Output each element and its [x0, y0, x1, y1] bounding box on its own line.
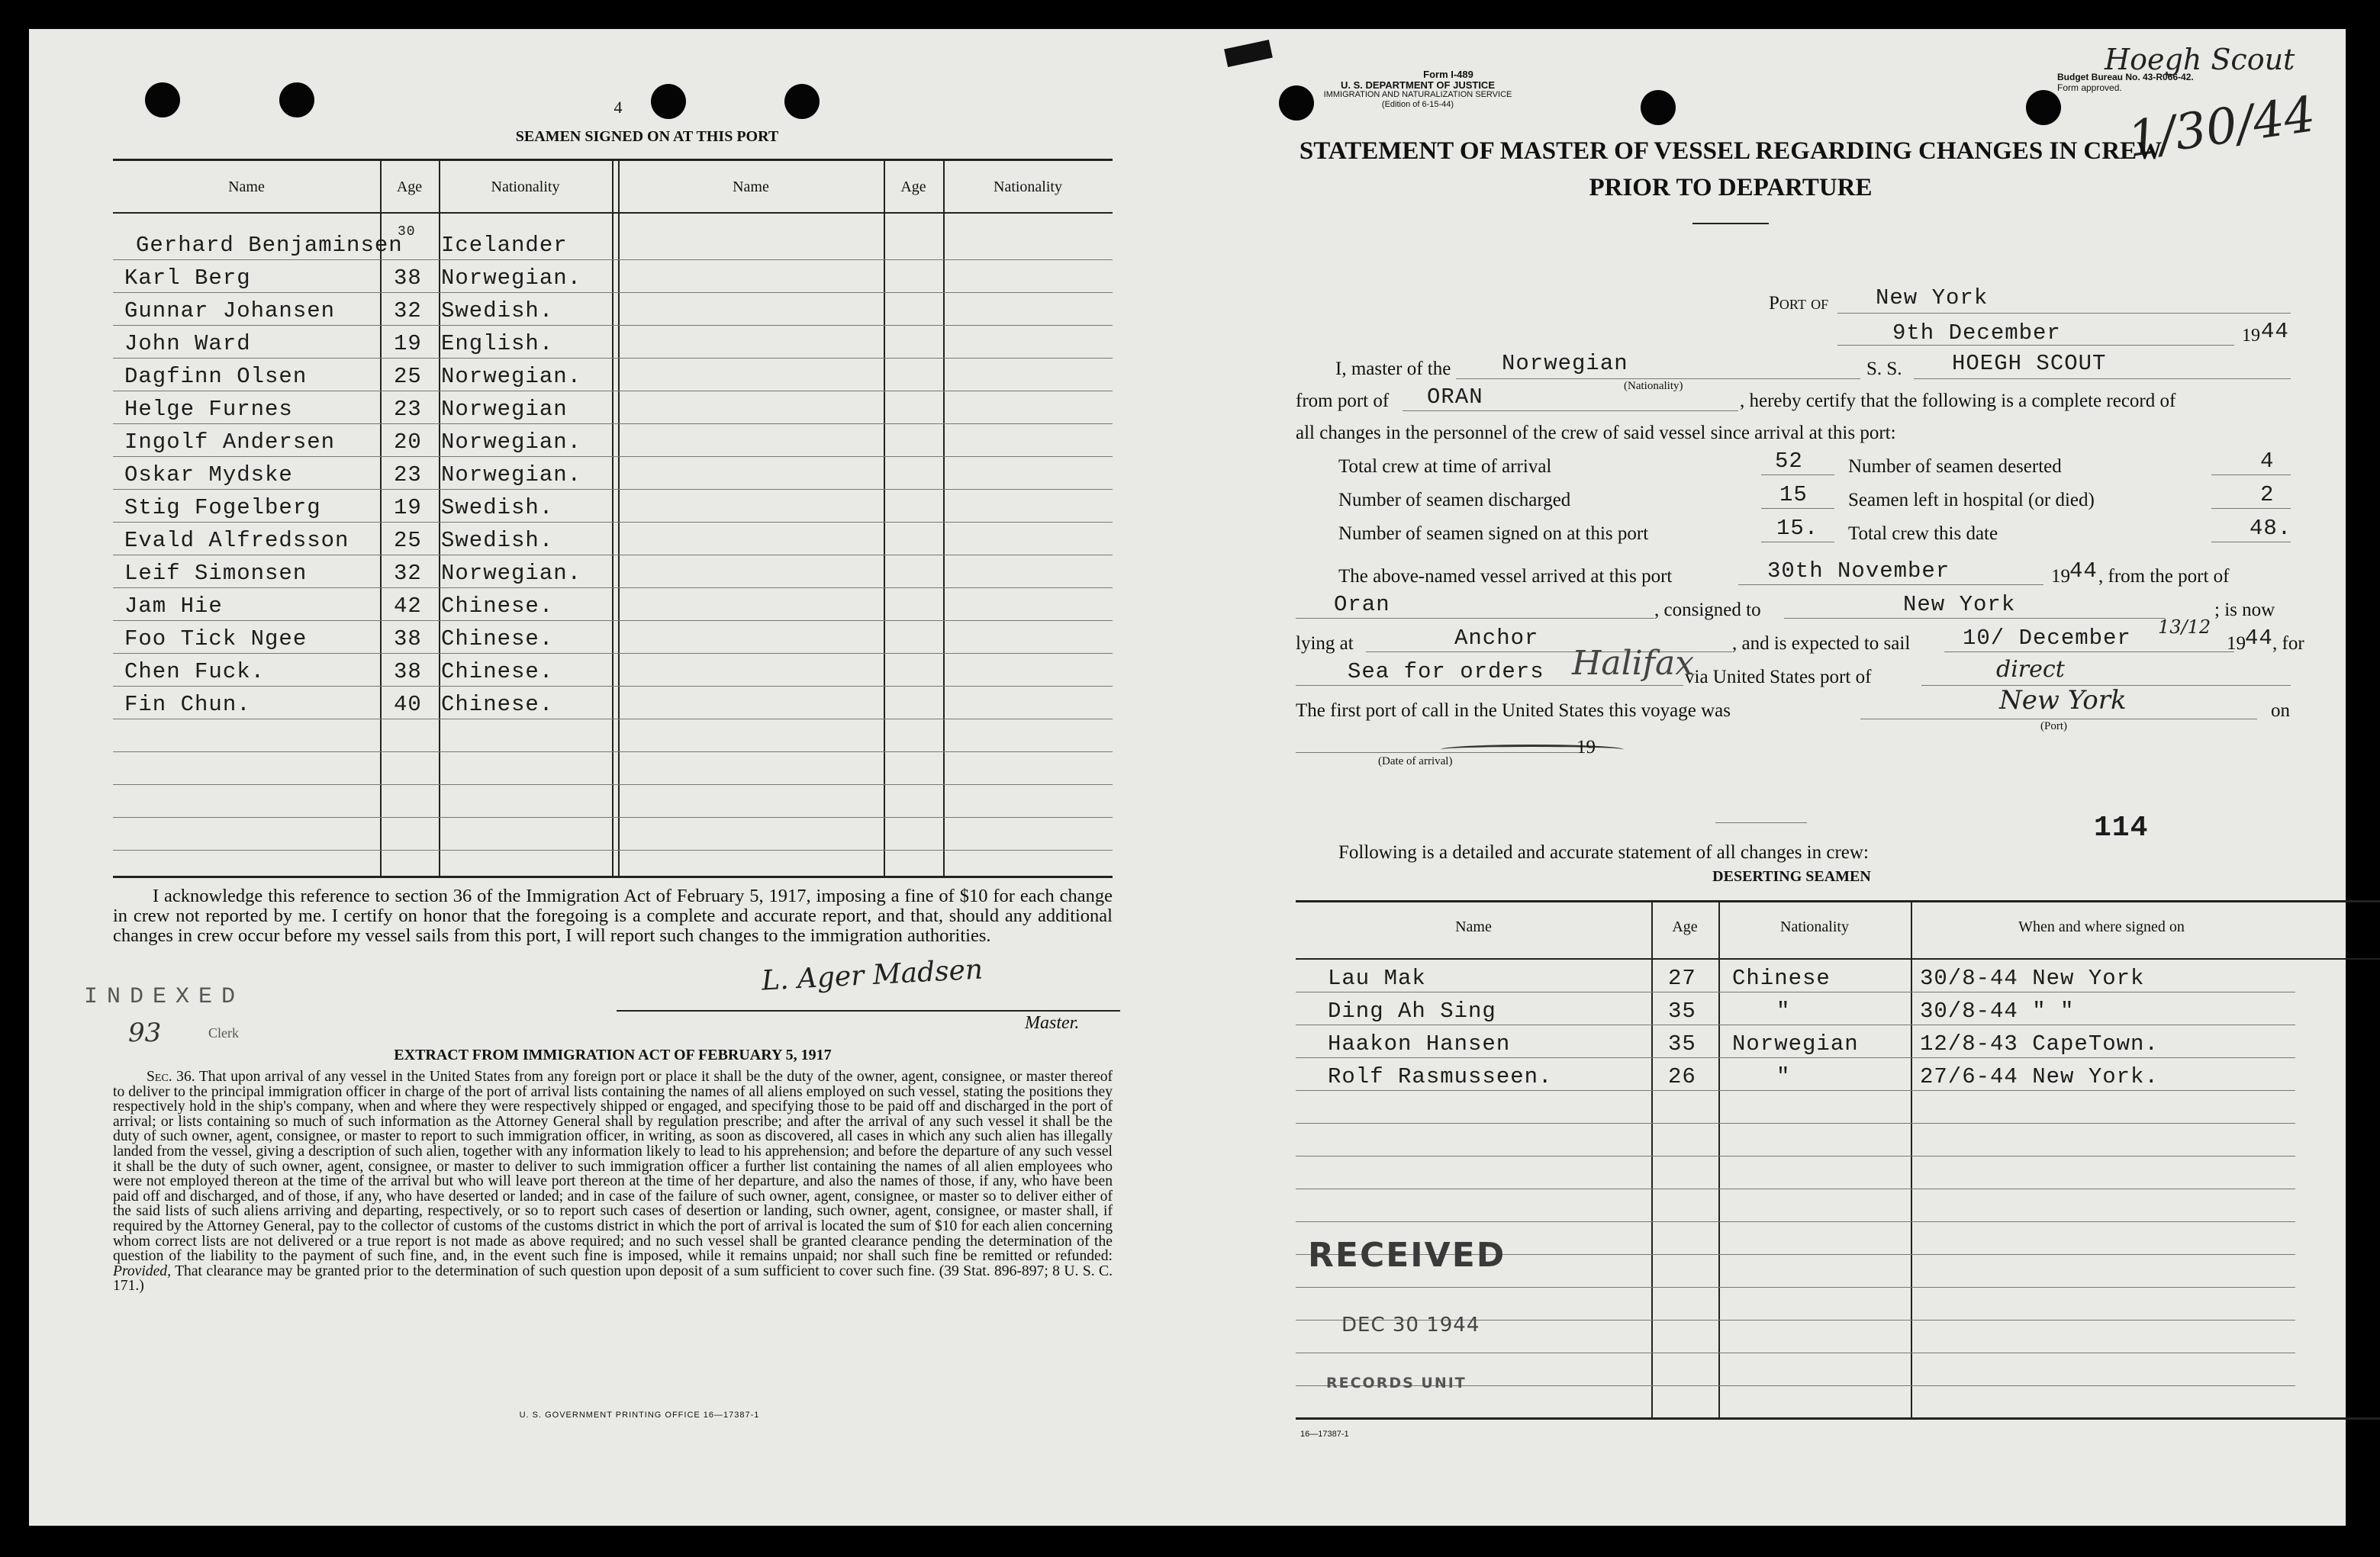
- deserter-signed: 30/8-44 New York: [1920, 966, 2145, 991]
- acknowledgement-text: I acknowledge this reference to section 36 of the Immigration Act of February 5, 1917, imposing a fine of $10 for each change in crew not reported by me. I certify on honor that the foregoing is a complete and accurate report, and that, should any additional changes in crew occur before my vessel sails from this port, I will report such changes to the immigration authorities.: [113, 886, 1113, 946]
- received-stamp-text: RECEIVED: [1308, 1236, 1506, 1275]
- seaman-age: 30: [398, 224, 416, 240]
- seaman-age: 19: [394, 495, 422, 520]
- extract-body: [113, 1070, 1113, 1294]
- seaman-name: Dagfinn Olsen: [124, 364, 308, 389]
- deserted-label: Number of seamen deserted: [1848, 456, 2062, 477]
- deserter-age: 35: [1668, 999, 1696, 1024]
- desert-row-line: [1296, 1123, 2295, 1124]
- seamen-signed-title: SEAMEN SIGNED ON AT THIS PORT: [515, 128, 779, 145]
- indexed-stamp: INDEXED: [84, 984, 245, 1010]
- arrived-label: The above-named vessel arrived at this port: [1338, 566, 1673, 587]
- deserter-age: 35: [1668, 1031, 1696, 1057]
- deserted-line: [2211, 474, 2291, 475]
- desert-col-divider: [1718, 900, 1720, 1417]
- deserter-signed: 27/6-44 New York.: [1920, 1064, 2159, 1089]
- punch-hole: [2026, 90, 2061, 125]
- table-row-line: [113, 456, 1113, 457]
- table-bottom-rule: [113, 876, 1113, 878]
- clerk-number: 93: [128, 1018, 162, 1048]
- col-header-name: Name: [228, 179, 265, 195]
- seaman-age: 38: [394, 659, 422, 684]
- ship-line: [1914, 378, 2291, 379]
- arrived-date: 30th November: [1767, 558, 1950, 584]
- seaman-name: Ingolf Andersen: [124, 429, 336, 455]
- extract-tail: That clearance may be granted prior to the determination of such question upon deposit of a sum sufficient to cover such fine. (39 Stat. 896-897; 8 U. S. C. 171.): [113, 1263, 1113, 1295]
- sec-label: Sec. 36.: [147, 1069, 195, 1085]
- desert-row-line: [1296, 1090, 2295, 1091]
- first-port-value: New York: [1999, 685, 2127, 716]
- seaman-name: John Ward: [124, 331, 251, 356]
- table-row-line: [113, 653, 1113, 654]
- port-of-line: [1837, 313, 2291, 314]
- table-row-line: [113, 587, 1113, 588]
- seaman-nationality: Norwegian.: [441, 462, 582, 487]
- edition: (Edition of 6-15-44): [1381, 100, 1454, 109]
- total-crew-value: 52: [1775, 449, 1803, 474]
- desert-header-rule: [1296, 958, 2380, 960]
- deserter-nationality: Norwegian: [1732, 1031, 1859, 1057]
- consigned-to: New York: [1903, 592, 2016, 617]
- expected-label: , and is expected to sail: [1732, 633, 1911, 654]
- seaman-name: Evald Alfredsson: [124, 528, 349, 553]
- col-divider: [612, 159, 614, 876]
- consigned-label: , consigned to: [1654, 600, 1761, 620]
- service: IMMIGRATION AND NATURALIZATION SERVICE: [1323, 90, 1512, 99]
- discharged-label: Number of seamen discharged: [1338, 490, 1571, 510]
- seaman-nationality: Icelander: [441, 233, 568, 258]
- all-changes-text: all changes in the personnel of the crew of said vessel since arrival at this port:: [1296, 423, 1896, 443]
- seaman-nationality: Norwegian.: [441, 364, 582, 389]
- signed-on-value: 15.: [1776, 516, 1819, 541]
- seaman-age: 25: [394, 364, 422, 389]
- budget-bureau: Budget Bureau No. 43-R066-42.: [2057, 72, 2194, 82]
- col-divider: [943, 159, 945, 876]
- seaman-name: Foo Tick Ngee: [124, 626, 308, 651]
- deserter-nationality: Chinese: [1732, 966, 1831, 991]
- consigned-line: [1784, 618, 2166, 619]
- total-today-label: Total crew this date: [1848, 523, 1998, 544]
- arrived-from: Oran: [1334, 592, 1390, 617]
- desert-col-divider: [1651, 900, 1653, 1417]
- desert-row-line: [1296, 1057, 2295, 1058]
- desert-col-divider: [1911, 900, 1912, 1417]
- following-text: Following is a detailed and accurate statement of all changes in crew:: [1338, 842, 1869, 863]
- table-row-line: [113, 850, 1113, 851]
- port-of-label: Port of: [1769, 293, 1829, 314]
- department: U. S. DEPARTMENT OF JUSTICE: [1341, 79, 1495, 91]
- port-of-value: New York: [1876, 285, 1989, 310]
- clerk-label: Clerk: [208, 1025, 239, 1041]
- deserter-name: Rolf Rasmusseen.: [1328, 1064, 1553, 1089]
- master-signature: L. Ager Madsen: [761, 954, 984, 997]
- total-today-value: 48.: [2250, 516, 2292, 541]
- date-caption: (Date of arrival): [1378, 755, 1453, 767]
- deserter-signed: 30/8-44 " ": [1920, 999, 2075, 1024]
- from-port-line: [1403, 410, 1738, 411]
- seaman-age: 25: [394, 528, 422, 553]
- date-line: [1837, 345, 2234, 346]
- discharged-value: 15: [1779, 482, 1808, 507]
- signed-on-label: Number of seamen signed on at this port: [1338, 523, 1649, 544]
- sail-date-line: [1944, 651, 2234, 652]
- discharged-line: [1761, 508, 1834, 509]
- desert-row-line: [1296, 1221, 2295, 1222]
- lying-label: lying at: [1296, 633, 1354, 654]
- port-caption: (Port): [2040, 720, 2067, 732]
- via-port: direct: [1996, 656, 2065, 683]
- table-row-line: [113, 423, 1113, 424]
- sail-date: 10/ December: [1963, 626, 2131, 651]
- mark-line: [1715, 822, 1807, 823]
- nationality-caption: (Nationality): [1624, 380, 1683, 392]
- total-crew-line: [1761, 474, 1834, 475]
- table-row-line: [113, 784, 1113, 785]
- desert-header-signed: When and where signed on: [2018, 918, 2185, 935]
- total-crew-label: Total crew at time of arrival: [1338, 456, 1552, 477]
- deserter-age: 26: [1668, 1064, 1696, 1089]
- sail-year: 44: [2245, 626, 2273, 651]
- seaman-name: Fin Chun.: [124, 692, 251, 717]
- ss-label: S. S.: [1866, 359, 1902, 379]
- received-stamp-date: DEC 30 1944: [1341, 1314, 1480, 1337]
- nationality-value: Norwegian: [1502, 351, 1628, 376]
- corner-date: 1/30/44: [2124, 86, 2319, 169]
- seaman-nationality: Norwegian.: [441, 265, 582, 291]
- seaman-name: Jam Hie: [124, 594, 223, 619]
- statement-title-1: STATEMENT OF MASTER OF VESSEL REGARDING CHANGES IN CREW: [1299, 137, 2163, 165]
- col-header-age: Age: [396, 179, 423, 195]
- deserter-age: 27: [1668, 966, 1696, 991]
- seaman-nationality: Chinese.: [441, 659, 554, 684]
- col-divider: [380, 159, 382, 876]
- seaman-age: 32: [394, 561, 422, 586]
- seaman-nationality: Norwegian.: [441, 429, 582, 455]
- seaman-age: 38: [394, 626, 422, 651]
- title-underline: [1692, 223, 1769, 224]
- right-footer: 16—17387-1: [1300, 1430, 1349, 1439]
- col-divider: [884, 159, 885, 876]
- seaman-age: 38: [394, 265, 422, 291]
- seaman-age: 40: [394, 692, 422, 717]
- date-year: 44: [2261, 319, 2289, 344]
- date-year-prefix: 19: [2242, 326, 2260, 346]
- col-header-nationality-2: Nationality: [994, 179, 1062, 195]
- deserter-name: Haakon Hansen: [1328, 1031, 1511, 1057]
- hospital-line: [2211, 508, 2291, 509]
- seaman-nationality: English.: [441, 331, 554, 356]
- deserter-nationality: ": [1776, 999, 1791, 1024]
- seaman-nationality: Norwegian.: [441, 561, 582, 586]
- ship-name: HOEGH SCOUT: [1952, 351, 2107, 376]
- seaman-nationality: Chinese.: [441, 626, 554, 651]
- seaman-nationality: Chinese.: [441, 692, 554, 717]
- desert-header-name: Name: [1455, 918, 1492, 935]
- date-arrival-scribble: [1441, 745, 1624, 754]
- col-header-name-2: Name: [733, 179, 769, 195]
- punch-hole: [1641, 90, 1676, 125]
- table-row-line: [113, 259, 1113, 260]
- seaman-nationality: Norwegian: [441, 397, 568, 422]
- table-row-line: [113, 686, 1113, 687]
- seaman-name: Karl Berg: [124, 265, 251, 291]
- for-label: , for: [2272, 633, 2304, 654]
- left-footer: U. S. GOVERNMENT PRINTING OFFICE 16—17387-1: [519, 1411, 760, 1420]
- table-row-line: [113, 325, 1113, 326]
- seaman-name: Leif Simonsen: [124, 561, 308, 586]
- seaman-name: Gunnar Johansen: [124, 298, 336, 323]
- hospital-label: Seamen left in hospital (or died): [1848, 490, 2095, 510]
- arrived-year: 44: [2069, 558, 2098, 584]
- arrived-year-prefix: 19: [2051, 566, 2070, 587]
- table-row-line: [113, 292, 1113, 293]
- punch-hole: [145, 82, 180, 117]
- extract-main: That upon arrival of any vessel in the United States from any foreign port or place it shall be the duty of the owner, agent, consignee, or master thereof to deliver to the principal immigration officer in charge of the port of arrival lists containing the names of all aliens employed on such vessel, stating the positions they respectively hold in the ship's company, when and where they were respectively shipped or engaged, and specifying those to be paid off and discharged in the port of arrival; or lists containing so much of such information as the Attorney General shall by regulation prescribe; and after the arrival of any such vessel it shall be the duty of such owner, agent, consignee, or master to report to such immigration officer, in writing, as soon as discovered, all cases in which any such alien has illegally landed from the vessel, giving a description of such alien, together with any information likely to lead to his apprehension; and before the departure of any such vessel it shall be the duty of such owner, agent, consignee, or master to deliver to such immigration officer a further list containing the names of all alien employees who were not employed thereon at the time of the arrival but who will leave port thereon at the time of her departure, and also the names of those, if any, who have been paid off and discharged, and of those, if any, who have deserted or landed; and in case of the failure of such owner, agent, consignee, or master so to deliver either of the said lists of such aliens arriving and departing, respectively, or so to report such cases of desertion or landing, such owner, agent, consignee, or master shall, if required by the Attorney General, pay to the collector of customs of the customs district in which the port of arrival is located the sum of $10 for each alien concerning whom correct lists are not delivered or a true report is not made as above required; and no such vessel shall be granted clearance pending the determination of the question of the liability to the payment of such fine, and, in the event such fine is imposed, while it remains unpaid; nor shall such fine be remitted or refunded:: [113, 1069, 1113, 1265]
- seaman-name: Gerhard Benjaminsen: [136, 233, 403, 258]
- destination: Sea for orders: [1348, 659, 1544, 684]
- nationality-line: [1456, 378, 1860, 379]
- table-row-line: [113, 522, 1113, 523]
- first-port-label: The first port of call in the United States this voyage was: [1296, 700, 1731, 721]
- seaman-age: 23: [394, 462, 422, 487]
- from-the-port-label: , from the port of: [2098, 566, 2230, 587]
- col-divider: [439, 159, 440, 876]
- col-header-age-2: Age: [900, 179, 926, 195]
- seaman-age: 23: [394, 397, 422, 422]
- seaman-name: Oskar Mydske: [124, 462, 293, 487]
- deserted-value: 4: [2260, 449, 2275, 474]
- master-of-label: I, master of the: [1335, 359, 1451, 379]
- seaman-age: 19: [394, 331, 422, 356]
- date-value: 9th December: [1892, 320, 2061, 346]
- seaman-name: Stig Fogelberg: [124, 495, 321, 520]
- desert-header-age: Age: [1672, 918, 1698, 935]
- punch-hole: [279, 82, 314, 117]
- from-port-value: ORAN: [1427, 384, 1483, 410]
- col-header-nationality: Nationality: [491, 179, 560, 195]
- seaman-nationality: Swedish.: [441, 298, 554, 323]
- on-label: on: [2271, 700, 2290, 721]
- table-row-line: [113, 358, 1113, 359]
- seaman-name: Helge Furnes: [124, 397, 293, 422]
- sail-correction: 13/12: [2158, 616, 2211, 638]
- from-port-label: from port of: [1296, 391, 1390, 411]
- received-stamp-unit: RECORDS UNIT: [1326, 1375, 1467, 1391]
- lying-at: Anchor: [1454, 626, 1539, 651]
- table-row-line: [113, 751, 1113, 752]
- torn-mark: [1224, 40, 1273, 67]
- desert-row-line: [1296, 1287, 2295, 1288]
- destination-line: [1296, 685, 1683, 686]
- col-divider: [618, 159, 620, 876]
- hospital-value: 2: [2260, 482, 2275, 507]
- mark-number: 114: [2094, 812, 2149, 844]
- is-now-label: ; is now: [2214, 600, 2275, 620]
- desert-table-bottom: [1296, 1417, 2380, 1420]
- deserter-nationality: ": [1776, 1064, 1791, 1089]
- deserting-title: DESERTING SEAMEN: [1712, 868, 1871, 885]
- table-row-line: [113, 620, 1113, 621]
- table-row-line: [113, 489, 1113, 490]
- table-row-line: [113, 817, 1113, 818]
- corner-note: Hoegh Scout: [2105, 43, 2295, 76]
- arrived-from-line: [1296, 618, 1654, 619]
- form-approved: Form approved.: [2057, 82, 2122, 93]
- arrived-date-line: [1738, 584, 2043, 585]
- certify-text: , hereby certify that the following is a complete record of: [1740, 391, 2176, 411]
- sail-year-prefix: 19: [2227, 633, 2246, 654]
- seaman-age: 20: [394, 429, 422, 455]
- desert-header-nationality: Nationality: [1780, 918, 1849, 935]
- deserter-signed: 12/8-43 CapeTown.: [1920, 1031, 2159, 1057]
- seaman-name: Chen Fuck.: [124, 659, 266, 684]
- form-number: Form I-489: [1423, 69, 1473, 80]
- signature-line: [617, 1010, 1120, 1012]
- seaman-nationality: Chinese.: [441, 594, 554, 619]
- page-number: 4: [614, 98, 623, 117]
- statement-title-2: PRIOR TO DEPARTURE: [1589, 174, 1873, 201]
- deserter-name: Ding Ah Sing: [1328, 999, 1496, 1024]
- seaman-age: 32: [394, 298, 422, 323]
- seaman-nationality: Swedish.: [441, 495, 554, 520]
- extract-provided: Provided,: [113, 1263, 171, 1279]
- seaman-nationality: Swedish.: [441, 528, 554, 553]
- master-label: Master.: [1025, 1013, 1080, 1033]
- seaman-age: 42: [394, 594, 422, 619]
- year-blank: 19: [1576, 737, 1596, 758]
- punch-hole: [784, 84, 820, 119]
- extract-title: EXTRACT FROM IMMIGRATION ACT OF FEBRUARY 5, 1917: [394, 1047, 832, 1063]
- deserter-name: Lau Mak: [1328, 966, 1426, 991]
- punch-hole: [651, 84, 686, 119]
- destination-handwritten: Halifax: [1572, 644, 1695, 683]
- desert-table-top: [1296, 900, 2380, 902]
- via-label: via United States port of: [1685, 667, 1872, 687]
- form-page: [29, 29, 2346, 1526]
